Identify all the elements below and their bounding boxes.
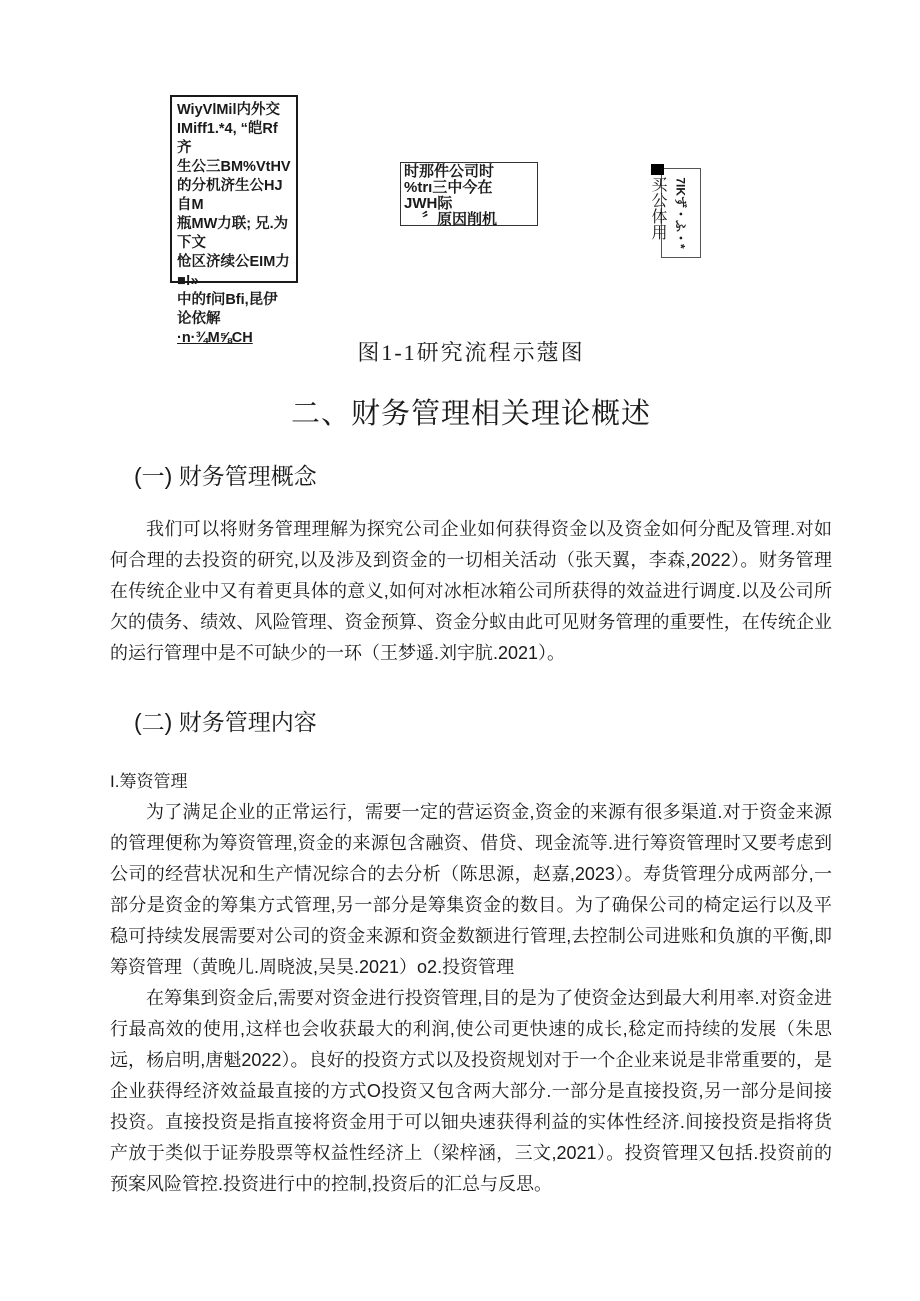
list-item-1-label: I.筹资管理 — [110, 772, 188, 791]
flow-box-line: 〞原因削机 — [422, 211, 498, 228]
flow-box-line: 中的f问Bfi,昆伊论依解 — [177, 292, 278, 327]
rotated-text: 7IKず・ふ・* — [673, 177, 688, 249]
flow-box-line: 瓶MW力联; 兄.为下文 — [177, 216, 289, 251]
flow-box-line: ·n·¾M⅝CH — [177, 330, 253, 346]
vertical-label-text: 买公体用 — [649, 176, 666, 240]
flow-box-line: 时那件公司时 — [404, 163, 495, 180]
section-title: 二、财务管理相关理论概述 — [290, 398, 651, 430]
flow-box-left — [170, 95, 298, 346]
flow-box-line: WiyVlMil内外交 — [177, 102, 280, 118]
flow-box-line: IMiff1.*4, “皑Rf齐 — [177, 121, 278, 156]
subsection-2-heading: (二) 财务管理内容 — [134, 709, 317, 735]
paragraph-financial-management-concept: 我们可以将财务管理理解为探究公司企业如何获得资金以及资金如何分配及管理.对如何合理的去投资的研究,以及涉及到资金的一切相关活动（张天翼，李森,2022）。财务管理在传统企业中又有着更具体的意义,如何对冰柜冰箱公司所获得的效益进行调度.以及公司所欠的债务、绩效、风险管理、资金预算、资金分蚁由此可见财务管理的重要性，在传统企业的运行管理中是不可缺少的一环（王梦遥.刘宇肮.2021）。 — [110, 519, 832, 663]
flow-box-right — [648, 163, 704, 259]
flow-box-line: %trı三中今在 — [404, 179, 493, 196]
flow-box-line: JWH际 — [404, 195, 453, 212]
paragraph-financing-management: 为了满足企业的正常运行，需要一定的营运资金,资金的来源有很多渠道.对于资金来源的管理便称为筹资管理,资金的来源包含融资、借贷、现金流等.进行筹资管理时又要考虑到公司的经营状况和生产情况综合的去分析（陈思源，赵嘉,2023）。寿货管理分成两部分,一部分是资金的筹集方式管理,另一部分是筹集资金的数目。为了确保公司的椅定运行以及平稳可持续发展需要对公司的资金来源和资金数额进行管理,去控制公司进账和负旗的平衡,即筹资管理（黄晚儿.周晓波,吴昊.2021）o2.投资管理 — [110, 802, 832, 977]
flow-box-middle — [400, 162, 538, 226]
black-square-icon — [651, 164, 664, 175]
flow-box-line: 怆区济续公EIM力■!» — [177, 254, 290, 289]
figure-caption: 图1-1研究流程示蔻图 — [357, 340, 585, 365]
vertical-label-column — [648, 164, 667, 240]
flow-box-right-border — [661, 168, 701, 258]
flow-box-line: 生公三BM%VtHV — [177, 159, 291, 175]
paragraph-investment-management: 在筹集到资金后,需要对资金进行投资管理,目的是为了使资金达到最大利用率.对资金进行最高效的使用,这样也会收获最大的利润,使公司更快速的成长,稔定而持续的发展（朱思远，杨启明,唐魁2022）。良好的投资方式以及投资规划对于一个企业来说是非常重要的，是企业获得经济效益最直接的方式O投资又包含两大部分.一部分是直接投资,另一部分是间接投资。直接投资是指直接将资金用于可以钿央速获得利益的实体性经济.间接投资是指将货产放于类似于证券股票等权益性经济上（梁梓涵，三文,2021）。投资管理又包括.投资前的预案风险管控.投资进行中的控制,投资后的汇总与反思。 — [110, 988, 832, 1194]
research-flow-diagram — [110, 0, 832, 346]
subsection-1-heading: (一) 财务管理概念 — [134, 463, 317, 489]
flow-box-line: 的分机济生公HJ自M — [177, 178, 283, 213]
